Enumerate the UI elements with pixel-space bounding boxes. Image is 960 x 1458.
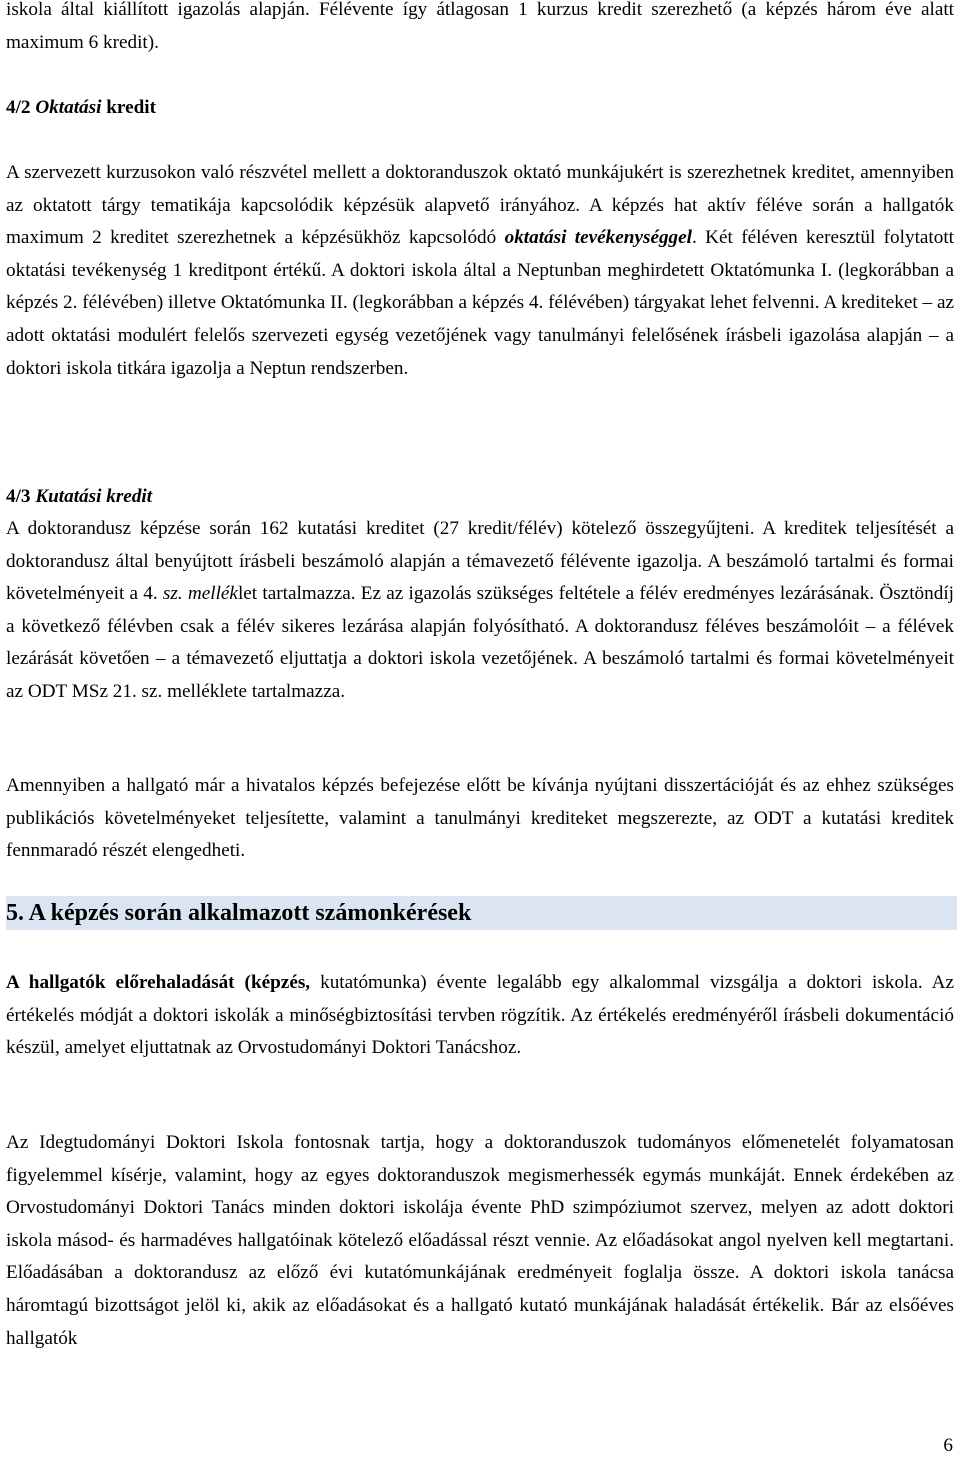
page-number: 6 [943,1435,953,1456]
section-4-3-p1-italic: sz. mellék [162,583,238,605]
section-4-2-paragraph [6,157,954,385]
section-4-2-number: 4/2 [6,97,36,118]
section-5-paragraph-2: Az Idegtudományi Doktori Iskola fontosnak tartja, hogy a doktoranduszok tudományos előmenetelét folyamatosan figyelemmel kísérje, valamint, hogy az egyes doktoranduszok megismerhessék egymás munkáját. Ennek érdekében az Orvostudományi Doktori Tanács minden doktori iskolája évente PhD szimpóziumot szervez, melyen az adott doktori iskola másod- és harmadéves hallgatóinak kötelező előadással részt vennie. Az előadásokat angol nyelven kell megtartani. Előadásában a doktorandusz az előző évi kutatómunkájának eredményeit foglalja össze. A doktori iskola tanácsa háromtagú bizottságot jelöl ki, akik az előadásokat és a hallgató kutató munkájának haladását értékelik. Bár az elsőéves hallgatók [6,1132,954,1349]
section-4-3-paragraph-2: Amennyiben a hallgató már a hivatalos képzés befejezése előtt be kívánja nyújtani disszertációját és az ehhez szükséges publikációs követelményeket teljesítette, valamint a tanulmányi krediteket megszerezte, az ODT a kutatási kreditek fennmaradó részét elengedheti. [6,775,954,862]
section-4-3-p1-text-b: let tartalmazza. Ez az igazolás szükséges feltétele a félév eredményes lezárásának. Ösztöndíj a következő félévben csak a félév sikeres lezárása alapján folyósítható. A doktorandusz féléves beszámolóit – a félévek lezárását követően – a témavezető eljuttatja a doktori iskola vezetőjének. A beszámoló tartalmi és formai követelményeit az ODT MSz 21. sz. melléklete tartalmazza. [6,583,954,702]
section-4-2-heading [6,92,954,125]
section-4-3-italic: Kutatási kredit [35,486,153,507]
section-4-3-paragraph-1 [6,513,954,709]
section-4-2-rest: kredit [101,97,156,118]
section-4-3-p1-text-a: A doktorandusz képzése során 162 kutatási kreditet (27 kredit/félév) kötelező összegyűjteni. A kreditek teljesítését a doktorandusz által benyújtott írásbeli beszámoló alapján a témavezető félévente igazolja. A beszámoló tartalmi és formai követelményeit a 4. [6,518,954,605]
section-4-2-text-b: . Két féléven keresztül folytatott oktatási tevékenység 1 kreditpont értékű. A doktori iskola által a Neptunban meghirdetett Oktatómunka I. (legkorábban a képzés 2. félévében) illetve Oktatómunka II. (legkorábban a képzés 4. félévében) tárgyakat lehet felvenni. A krediteket – az adott oktatási modulért felelős szervezeti egység vezetőjének vagy tanulmányi felelősének írásbeli igazolása alapján – a doktori iskola titkára igazolja a Neptun rendszerben. [6,227,955,379]
section-4-3-heading [6,481,954,514]
section-4-3-number: 4/3 [6,486,36,507]
section-5-p1-bold: A hallgatók előrehaladását (képzés, [6,972,311,993]
section-4-2-italic: Oktatási [35,97,102,118]
section-4-2-text-a: A szervezett kurzusokon való részvétel mellett a doktoranduszok oktató munkájukért is szerezhetnek kreditet, amennyiben az oktatott tárgy tematikája kapcsolódik képzésük alapvető irányához. A képzés hat aktív féléve során a hallgatók maximum 2 kreditet szerezhetnek a képzésükhöz kapcsolódó [6,162,954,249]
section-4-2-emphasis: oktatási tevékenységgel [504,227,693,249]
section-5-heading [6,896,957,930]
section-5-heading-text: 5. A képzés során alkalmazott számonkérések [6,900,472,926]
section-5-paragraph-1 [6,967,954,1065]
intro-paragraph: iskola által kiállított igazolás alapján. Félévente így átlagosan 1 kurzus kredit szerezhető (a képzés három éve alatt maximum 6 kredit). [6,0,954,53]
section-5-p1-text: kutatómunka) évente legalább egy alkalommal vizsgálja a doktori iskola. Az értékelés módját a doktori iskolák a minőségbiztosítási tervben rögzítik. Az értékelés eredményéről írásbeli dokumentáció készül, amelyet eljuttatnak az Orvostudományi Doktori Tanácshoz. [6,972,954,1059]
